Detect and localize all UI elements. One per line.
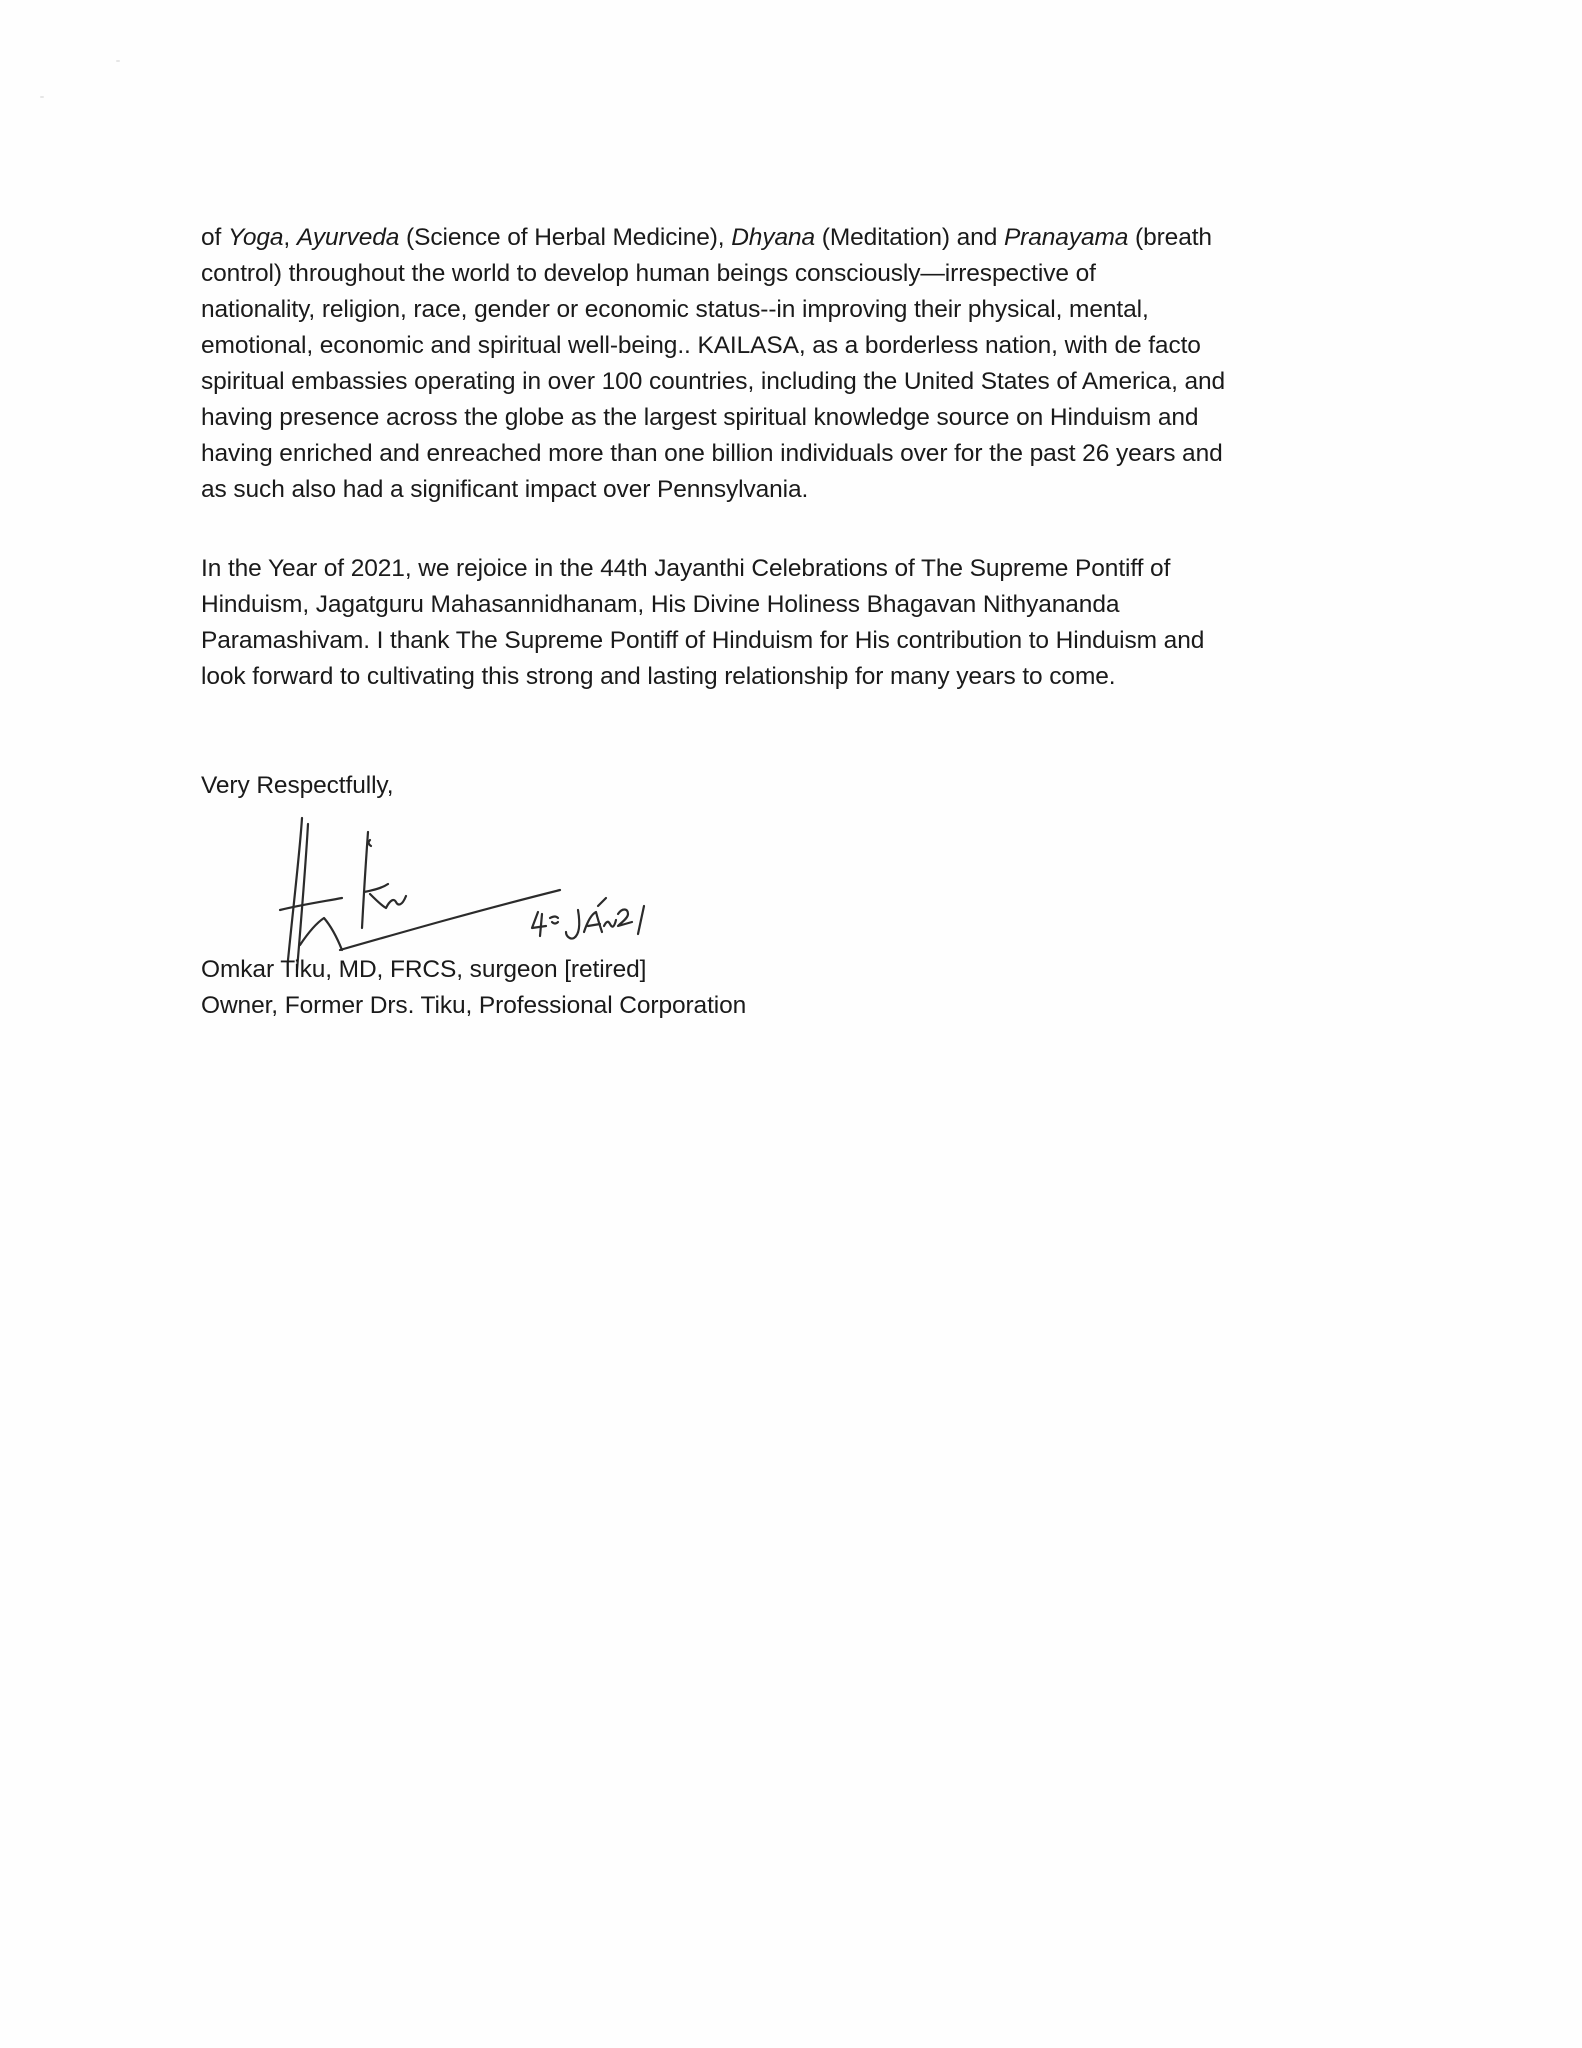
signature-date-stroke xyxy=(550,917,558,924)
paragraph-1-line-8: as such also had a significant impact over Pennsylvania. xyxy=(201,476,809,503)
text-segment: (Meditation) and xyxy=(815,224,1004,251)
signature-date-stroke xyxy=(598,898,606,906)
paragraph-1-line-4: emotional, economic and spiritual well-being.. KAILASA, as a borderless nation, with de facto xyxy=(201,332,1201,359)
scan-speck xyxy=(40,96,44,98)
paragraph-2-line-3: Paramashivam. I thank The Supreme Pontiff of Hinduism for His contribution to Hinduism and xyxy=(201,627,1205,654)
signature-date-stroke xyxy=(638,906,644,934)
text-segment: (Science of Herbal Medicine), xyxy=(399,224,732,251)
paragraph-2-line-1: In the Year of 2021, we rejoice in the 44th Jayanthi Celebrations of The Supreme Pontiff of xyxy=(201,555,1171,582)
paragraph-1 xyxy=(201,220,1381,508)
paragraph-2-line-2: Hinduism, Jagatguru Mahasannidhanam, His Divine Holiness Bhagavan Nithyananda xyxy=(201,591,1120,618)
paragraph-2-line-4: look forward to cultivating this strong and lasting relationship for many years to come. xyxy=(201,663,1116,690)
paragraph-1-line-3: nationality, religion, race, gender or economic status--in improving their physical, mental, xyxy=(201,296,1149,323)
text-segment: (breath xyxy=(1128,224,1212,251)
paragraph-1-line-7: having enriched and enreached more than one billion individuals over for the past 26 years and xyxy=(201,440,1223,467)
signature-date-stroke xyxy=(532,912,546,936)
signature-date-stroke xyxy=(618,910,632,927)
signature-date-stroke xyxy=(584,912,602,932)
signature-stroke xyxy=(369,840,371,846)
italic-term-pranayama: Pranayama xyxy=(1003,224,1129,251)
signature-stroke xyxy=(340,890,560,950)
italic-term-dhyana: Dhyana xyxy=(731,224,816,251)
scan-speck xyxy=(116,60,120,62)
paragraph-1-line-5: spiritual embassies operating in over 100 countries, including the United States of America, and xyxy=(201,368,1226,395)
paragraph-1-line-1 xyxy=(201,220,1381,256)
signature-stroke xyxy=(300,918,342,950)
text-segment: , xyxy=(283,224,297,251)
signature-stroke xyxy=(280,898,342,910)
signature-date-stroke xyxy=(604,920,616,927)
paragraph-1-line-2: control) throughout the world to develop human beings consciously—irrespective of xyxy=(201,260,1096,287)
signatory-title: Owner, Former Drs. Tiku, Professional Corporation xyxy=(201,992,747,1019)
signatory-name: Omkar Tiku, MD, FRCS, surgeon [retired] xyxy=(201,956,647,983)
signature-date-stroke xyxy=(566,910,579,939)
paragraph-1-line-6: having presence across the globe as the largest spiritual knowledge source on Hinduism and xyxy=(201,404,1199,431)
paragraph-2 xyxy=(201,551,1381,695)
closing-salutation: Very Respectfully, xyxy=(201,772,394,799)
italic-term-ayurveda: Ayurveda xyxy=(296,224,400,251)
signature-stroke xyxy=(362,832,368,928)
text-segment: of xyxy=(201,224,228,251)
signature-stroke xyxy=(364,884,406,908)
italic-term-yoga: Yoga xyxy=(227,224,284,251)
